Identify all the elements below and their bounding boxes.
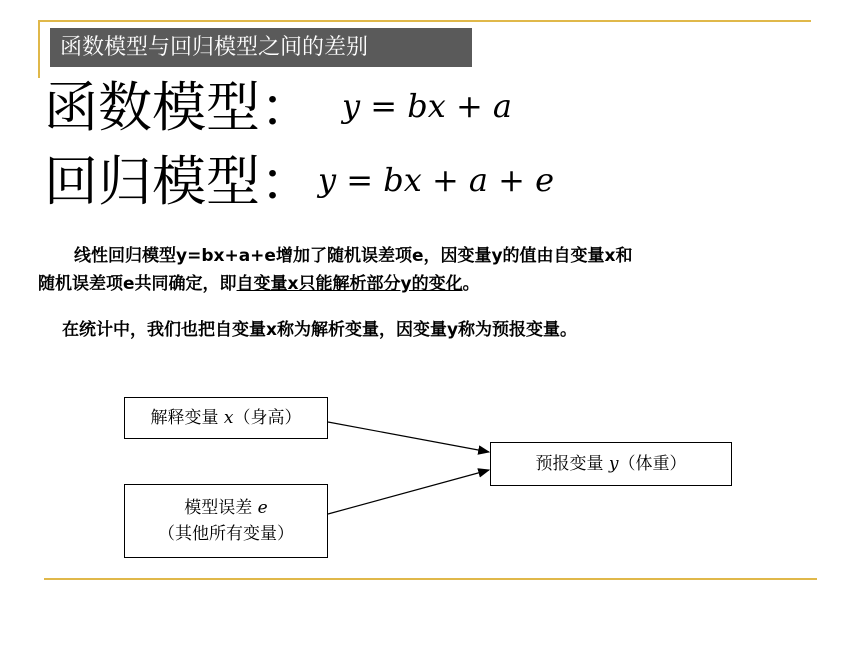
paragraph-1-line-2-plain: 随机误差项e共同确定，即 xyxy=(38,274,237,294)
bottom-divider xyxy=(44,578,817,580)
paragraph-1-underlined: 自变量x只能解析部分y的变化 xyxy=(236,274,463,294)
model-error-box xyxy=(124,484,328,558)
model-error-line-1 xyxy=(125,495,327,521)
error-box-var: e xyxy=(257,498,268,518)
model-error-line-2: （其他所有变量） xyxy=(158,524,294,544)
explanatory-variable-box xyxy=(124,397,328,439)
function-model-label: 函数模型： xyxy=(44,76,314,139)
arrow-explanatory-to-response xyxy=(328,422,489,452)
explanatory-box-paren: （身高） xyxy=(233,408,302,428)
arrow-error-to-response xyxy=(328,470,489,514)
response-box-text: 预报变量 xyxy=(535,454,604,474)
regression-model-label: 回归模型： xyxy=(44,150,314,213)
error-box-text: 模型误差 xyxy=(184,498,253,518)
paragraph-1-line-2-end: 。 xyxy=(462,274,480,294)
response-box-var: y xyxy=(608,454,619,474)
paragraph-1-line-1: 线性回归模型y=bx+a+e增加了随机误差项e，因变量y的值由自变量x和 xyxy=(74,246,633,266)
regression-model-formula: y = bx + a + e xyxy=(318,161,555,199)
paragraph-2: 在统计中，我们也把自变量x称为解析变量，因变量y称为预报变量。 xyxy=(62,320,578,340)
response-box-paren: （体重） xyxy=(618,454,687,474)
slide-title: 函数模型与回归模型之间的差别 xyxy=(50,28,472,67)
response-variable-box xyxy=(490,442,732,486)
function-model-formula: y = bx + a xyxy=(342,87,512,125)
explanatory-box-text: 解释变量 xyxy=(150,408,219,428)
explanatory-box-var: x xyxy=(223,408,234,428)
